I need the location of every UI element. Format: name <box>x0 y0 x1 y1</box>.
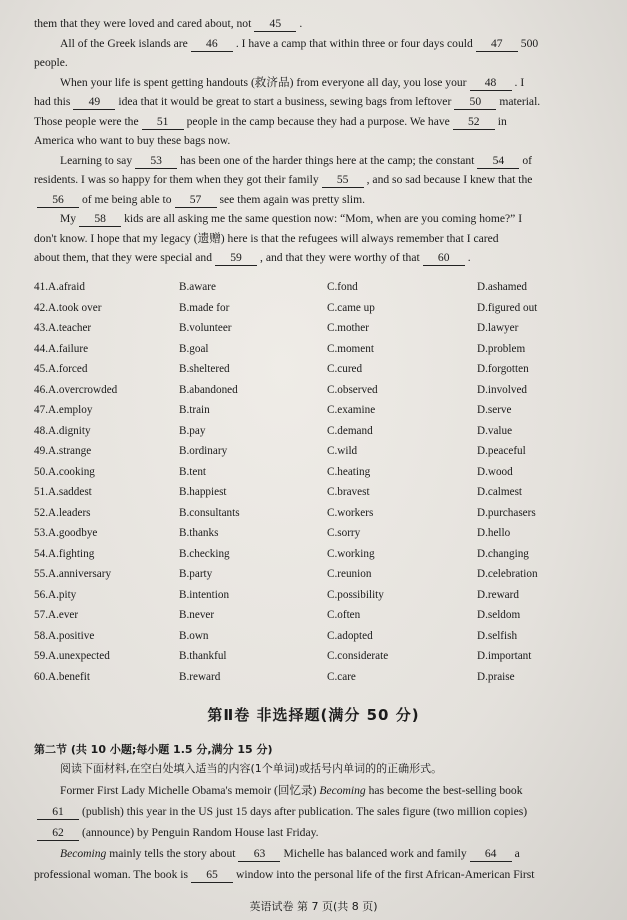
text-segment: people. <box>34 56 68 69</box>
passage-line <box>34 151 600 171</box>
option-choice: D.figured out <box>477 301 538 314</box>
option-choice: D.celebration <box>477 568 538 581</box>
option-row <box>34 421 594 442</box>
option-choice: B.volunteer <box>179 322 232 335</box>
text-segment: them that they were loved and cared about, not <box>34 17 252 30</box>
option-choice: C.wild <box>327 445 358 458</box>
option-row <box>34 544 594 565</box>
passage-line <box>34 170 600 190</box>
option-choice: D.hello <box>477 527 511 540</box>
option-choice: B.checking <box>179 547 230 560</box>
option-choice: 43.A.teacher <box>34 322 92 335</box>
option-choice: C.fond <box>327 281 358 294</box>
section2-heading: 第二节 (共 10 小题;每小题 1.5 分,满分 15 分) <box>34 743 273 756</box>
section2-instruction: 阅读下面材料,在空白处填入适当的内容(1个单词)或括号内单词的的正确形式。 <box>60 762 443 775</box>
option-choice: 60.A.benefit <box>34 670 90 683</box>
option-choice: 46.A.overcrowded <box>34 383 118 396</box>
passage-line <box>34 248 600 268</box>
option-choice: 49.A.strange <box>34 445 92 458</box>
text-segment: kids are all asking me the same question now: “Mom, when are you coming home?” I <box>124 212 523 225</box>
option-choice: C.heating <box>327 465 371 478</box>
option-row <box>34 400 594 421</box>
option-choice: 42.A.took over <box>34 301 102 314</box>
option-row <box>34 318 594 339</box>
answer-blank[interactable]: 45 <box>254 16 296 32</box>
option-choice: C.considerate <box>327 650 389 663</box>
answer-blank[interactable]: 50 <box>454 94 496 110</box>
answer-blank[interactable]: 46 <box>191 36 233 52</box>
text-segment: see them again was pretty slim. <box>219 192 366 206</box>
option-choice: C.cured <box>327 363 363 376</box>
section2-line <box>34 843 600 864</box>
text-segment: . I have a camp that within three or four days could <box>235 36 473 50</box>
answer-blank[interactable]: 58 <box>79 211 121 227</box>
option-choice: D.purchasers <box>477 506 536 519</box>
section2-line <box>34 780 600 801</box>
answer-blank[interactable]: 60 <box>423 250 465 266</box>
text-segment: residents. I was so happy for them when they got their family <box>34 173 319 186</box>
text-segment: , and so sad because I knew that the <box>366 173 533 186</box>
option-choice: D.lawyer <box>477 322 519 335</box>
option-choice: C.reunion <box>327 568 372 581</box>
option-choice: B.made for <box>179 301 230 314</box>
option-choice: B.party <box>179 568 213 581</box>
option-choice: B.consultants <box>179 506 240 519</box>
option-choice: D.praise <box>477 670 515 683</box>
option-choice: D.forgotten <box>477 363 529 376</box>
text-segment: America who want to buy these bags now. <box>34 134 231 147</box>
section-title: 第Ⅱ卷 非选择题(满分 50 分) <box>207 706 420 724</box>
text-segment: Those people were the <box>34 114 139 128</box>
text-segment: window into the personal life of the first African-American First <box>236 868 535 881</box>
option-choice: C.often <box>327 609 361 622</box>
option-choice: B.ordinary <box>179 445 228 458</box>
option-row <box>34 585 594 606</box>
option-choice: B.sheltered <box>179 363 230 376</box>
answer-blank[interactable]: 65 <box>191 867 233 883</box>
option-row <box>34 462 594 483</box>
option-choice: D.wood <box>477 465 513 478</box>
option-row <box>34 339 594 360</box>
option-choice: B.pay <box>179 424 206 437</box>
option-choice: D.reward <box>477 588 519 601</box>
text-segment: When your life is spent getting handouts (救济品) from everyone all day, you lose your <box>60 75 467 89</box>
passage-line <box>34 73 600 93</box>
answer-blank[interactable]: 55 <box>322 172 364 188</box>
option-choice: 48.A.dignity <box>34 424 91 437</box>
option-choice: B.tent <box>179 465 207 478</box>
answer-blank[interactable]: 62 <box>37 825 79 841</box>
answer-blank[interactable]: 63 <box>238 846 280 862</box>
option-choice: D.involved <box>477 383 528 396</box>
answer-blank[interactable]: 54 <box>477 153 519 169</box>
option-choice: D.problem <box>477 342 526 355</box>
option-choice: C.working <box>327 547 375 560</box>
option-choice: 47.A.employ <box>34 404 93 417</box>
option-choice: D.ashamed <box>477 281 528 294</box>
option-choice: C.workers <box>327 506 374 519</box>
text-segment: (publish) this year in the US just 15 days after publication. The sales figure (two million copies) <box>82 805 528 818</box>
text-segment: 500 <box>520 36 539 50</box>
answer-blank[interactable]: 57 <box>175 192 217 208</box>
text-segment: . <box>467 251 471 264</box>
answer-blank[interactable]: 53 <box>135 153 177 169</box>
passage-line <box>34 190 600 210</box>
text-segment: material. <box>499 95 541 108</box>
answer-blank[interactable]: 64 <box>470 846 512 862</box>
option-choice: D.seldom <box>477 609 521 622</box>
answer-blank[interactable]: 56 <box>37 192 79 208</box>
option-row <box>34 564 594 585</box>
passage-line <box>34 229 600 249</box>
option-choice: C.mother <box>327 322 369 335</box>
passage-line <box>34 209 600 229</box>
option-row <box>34 482 594 503</box>
text-segment: All of the Greek islands are <box>60 36 188 50</box>
option-choice: 52.A.leaders <box>34 506 91 519</box>
option-row <box>34 441 594 462</box>
option-choice: D.changing <box>477 547 529 560</box>
answer-blank[interactable]: 61 <box>37 804 79 820</box>
option-row <box>34 503 594 524</box>
text-segment: a <box>514 847 520 860</box>
option-choice: C.came up <box>327 301 375 314</box>
option-choice: C.observed <box>327 383 378 396</box>
option-row <box>34 646 594 667</box>
option-choice: B.goal <box>179 342 209 355</box>
answer-blank[interactable]: 49 <box>73 94 115 110</box>
option-choice: C.moment <box>327 342 374 355</box>
text-segment: professional woman. The book is <box>34 868 189 881</box>
option-choice: B.abandoned <box>179 383 238 396</box>
option-choice: C.sorry <box>327 527 361 540</box>
option-choice: 56.A.pity <box>34 588 77 601</box>
text-segment: Learning to say <box>60 153 133 167</box>
text-segment: . I <box>514 75 525 89</box>
book-title: Becoming <box>60 847 107 860</box>
answer-blank[interactable]: 59 <box>215 250 257 266</box>
text-segment: had this <box>34 95 71 108</box>
text-segment: My <box>60 212 77 225</box>
option-choice: C.examine <box>327 404 376 417</box>
option-choice: B.reward <box>179 670 221 683</box>
passage-line <box>34 92 600 112</box>
option-choice: B.thankful <box>179 650 227 663</box>
option-choice: 45.A.forced <box>34 363 88 376</box>
text-segment: people in the camp because they had a purpose. We have <box>186 114 450 128</box>
option-choice: B.own <box>179 629 209 642</box>
option-choice: C.bravest <box>327 486 370 499</box>
option-choice: B.train <box>179 404 210 417</box>
cloze-passage <box>34 14 600 268</box>
text-segment: has become the best-selling book <box>365 784 523 797</box>
option-choice: C.demand <box>327 424 373 437</box>
text-segment: mainly tells the story about <box>106 847 236 860</box>
text-segment: don't know. I hope that my legacy (遗赠) here is that the refugees will always remember that I cared <box>34 231 499 245</box>
option-choice: D.calmest <box>477 486 523 499</box>
option-choice: B.happiest <box>179 486 227 499</box>
option-choice: 44.A.failure <box>34 342 89 355</box>
option-choice: D.selfish <box>477 629 518 642</box>
section2-line <box>34 822 600 843</box>
option-choice: 54.A.fighting <box>34 547 95 560</box>
option-choice: C.possibility <box>327 588 384 601</box>
passage-line <box>34 34 600 54</box>
answer-blank[interactable]: 47 <box>476 36 518 52</box>
text-segment: , and that they were worthy of that <box>260 251 420 264</box>
section2-line <box>34 801 600 822</box>
page-footer: 英语试卷 第 7 页(共 8 页) <box>249 900 378 913</box>
option-row <box>34 380 594 401</box>
passage-line <box>34 53 600 73</box>
passage-line <box>34 14 600 34</box>
option-choice: D.value <box>477 424 513 437</box>
option-choice: C.adopted <box>327 629 373 642</box>
option-choice: B.aware <box>179 281 216 294</box>
option-choice: B.thanks <box>179 527 219 540</box>
option-row <box>34 626 594 647</box>
passage-line <box>34 131 600 151</box>
text-segment: Former First Lady Michelle Obama's memoir (回忆录) <box>60 784 320 797</box>
option-choice: 58.A.positive <box>34 629 95 642</box>
option-row <box>34 277 594 298</box>
options-table <box>34 277 594 687</box>
text-segment: has been one of the harder things here at the camp; the constant <box>180 153 475 167</box>
answer-blank[interactable]: 51 <box>142 114 184 130</box>
option-choice: 57.A.ever <box>34 609 79 622</box>
option-choice: B.never <box>179 609 215 622</box>
book-title: Becoming <box>319 784 366 797</box>
text-segment: idea that it would be great to start a business, sewing bags from leftover <box>118 95 452 108</box>
option-row <box>34 359 594 380</box>
text-segment: of <box>522 153 533 167</box>
section2-line <box>34 864 600 885</box>
option-choice: 50.A.cooking <box>34 465 95 478</box>
option-row <box>34 523 594 544</box>
grammar-fill-passage <box>34 780 600 885</box>
text-segment: of me being able to <box>82 192 172 206</box>
text-segment: . <box>299 17 303 30</box>
option-choice: 51.A.saddest <box>34 486 92 499</box>
passage-line <box>34 112 600 132</box>
option-choice: 55.A.anniversary <box>34 568 112 581</box>
option-choice: D.peaceful <box>477 445 526 458</box>
option-choice: B.intention <box>179 588 230 601</box>
option-choice: 53.A.goodbye <box>34 527 98 540</box>
option-choice: 41.A.afraid <box>34 281 85 294</box>
option-row <box>34 667 594 688</box>
option-choice: 59.A.unexpected <box>34 650 110 663</box>
option-row <box>34 605 594 626</box>
answer-blank[interactable]: 52 <box>453 114 495 130</box>
option-choice: D.important <box>477 650 532 663</box>
text-segment: (announce) by Penguin Random House last Friday. <box>82 826 319 839</box>
option-choice: C.care <box>327 670 356 683</box>
text-segment: Michelle has balanced work and family <box>283 847 467 860</box>
option-row <box>34 298 594 319</box>
option-choice: D.serve <box>477 404 512 417</box>
text-segment: in <box>497 114 507 128</box>
text-segment: about them, that they were special and <box>34 251 213 264</box>
answer-blank[interactable]: 48 <box>470 75 512 91</box>
